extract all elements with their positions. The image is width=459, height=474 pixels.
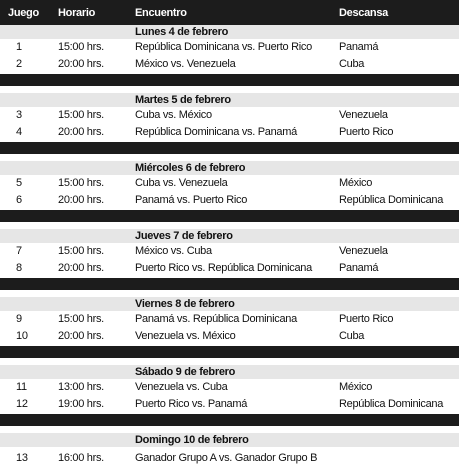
- day-separator: [0, 74, 459, 86]
- game-rest: Panamá: [339, 262, 379, 274]
- day-heading: [0, 229, 459, 243]
- game-match: Venezuela vs. Cuba: [135, 381, 228, 393]
- game-time: 20:00 hrs.: [58, 58, 104, 70]
- table-row: [0, 311, 459, 327]
- day-separator: [0, 346, 459, 358]
- game-match: Panamá vs. República Dominicana: [135, 313, 297, 325]
- game-match: República Dominicana vs. Puerto Rico: [135, 41, 312, 53]
- game-time: 20:00 hrs.: [58, 330, 104, 342]
- day-heading: [0, 297, 459, 311]
- game-rest: México: [339, 381, 373, 393]
- game-number: 1: [16, 41, 22, 53]
- table-row: [0, 192, 459, 208]
- day-title: Jueves 7 de febrero: [135, 230, 233, 242]
- table-row: [0, 107, 459, 123]
- game-time: 19:00 hrs.: [58, 398, 104, 410]
- day-heading: [0, 25, 459, 39]
- game-time: 20:00 hrs.: [58, 194, 104, 206]
- game-time: 15:00 hrs.: [58, 177, 104, 189]
- day-title: Sábado 9 de febrero: [135, 366, 236, 378]
- game-number: 7: [16, 245, 22, 257]
- game-rest: Cuba: [339, 330, 365, 342]
- game-match: México vs. Venezuela: [135, 58, 236, 70]
- table-row: [0, 260, 459, 276]
- day-heading: [0, 433, 459, 447]
- game-number: 12: [16, 398, 28, 410]
- game-number: 9: [16, 313, 22, 325]
- game-number: 10: [16, 330, 28, 342]
- day-title: Martes 5 de febrero: [135, 94, 231, 106]
- game-match: República Dominicana vs. Panamá: [135, 126, 297, 138]
- game-match: Cuba vs. Venezuela: [135, 177, 228, 189]
- game-rest: Cuba: [339, 58, 365, 70]
- game-time: 16:00 hrs.: [58, 452, 104, 464]
- day-heading: [0, 93, 459, 107]
- game-match: Puerto Rico vs. Panamá: [135, 398, 248, 410]
- game-match: Ganador Grupo A vs. Ganador Grupo B: [135, 452, 318, 464]
- game-time: 15:00 hrs.: [58, 109, 104, 121]
- table-row: [0, 328, 459, 344]
- game-number: 11: [16, 381, 27, 393]
- game-time: 13:00 hrs.: [58, 381, 104, 393]
- game-match: México vs. Cuba: [135, 245, 212, 257]
- game-rest: México: [339, 177, 373, 189]
- day-separator: [0, 414, 459, 426]
- game-rest: Puerto Rico: [339, 126, 394, 138]
- day-heading: [0, 161, 459, 175]
- game-rest: Venezuela: [339, 109, 388, 121]
- game-time: 15:00 hrs.: [58, 41, 104, 53]
- table-row: [0, 39, 459, 55]
- header-game: Juego: [8, 7, 39, 19]
- header-time: Horario: [58, 7, 96, 19]
- game-rest: Panamá: [339, 41, 379, 53]
- header-rest: Descansa: [339, 7, 388, 19]
- game-number: 2: [16, 58, 22, 70]
- game-number: 6: [16, 194, 22, 206]
- table-row: [0, 124, 459, 140]
- game-number: 4: [16, 126, 22, 138]
- game-rest: República Dominicana: [339, 398, 444, 410]
- day-title: Viernes 8 de febrero: [135, 298, 235, 310]
- day-title: Miércoles 6 de febrero: [135, 162, 246, 174]
- header-match: Encuentro: [135, 7, 187, 19]
- game-time: 15:00 hrs.: [58, 313, 104, 325]
- game-time: 20:00 hrs.: [58, 262, 104, 274]
- day-title: Domingo 10 de febrero: [135, 434, 249, 446]
- game-number: 8: [16, 262, 22, 274]
- table-row: [0, 175, 459, 191]
- game-time: 20:00 hrs.: [58, 126, 104, 138]
- game-number: 5: [16, 177, 22, 189]
- game-match: Venezuela vs. México: [135, 330, 236, 342]
- table-header: [0, 0, 459, 25]
- table-row: [0, 396, 459, 412]
- day-separator: [0, 142, 459, 154]
- table-row: [0, 243, 459, 259]
- day-separator: [0, 278, 459, 290]
- table-row: [0, 56, 459, 72]
- game-number: 13: [16, 452, 28, 464]
- day-separator: [0, 210, 459, 222]
- game-match: Cuba vs. México: [135, 109, 212, 121]
- game-rest: Puerto Rico: [339, 313, 394, 325]
- game-match: Panamá vs. Puerto Rico: [135, 194, 248, 206]
- day-heading: [0, 365, 459, 379]
- game-time: 15:00 hrs.: [58, 245, 104, 257]
- table-row: [0, 379, 459, 395]
- game-rest: República Dominicana: [339, 194, 444, 206]
- game-match: Puerto Rico vs. República Dominicana: [135, 262, 312, 274]
- game-rest: Venezuela: [339, 245, 388, 257]
- table-row: [0, 450, 459, 466]
- game-number: 3: [16, 109, 22, 121]
- day-title: Lunes 4 de febrero: [135, 26, 229, 38]
